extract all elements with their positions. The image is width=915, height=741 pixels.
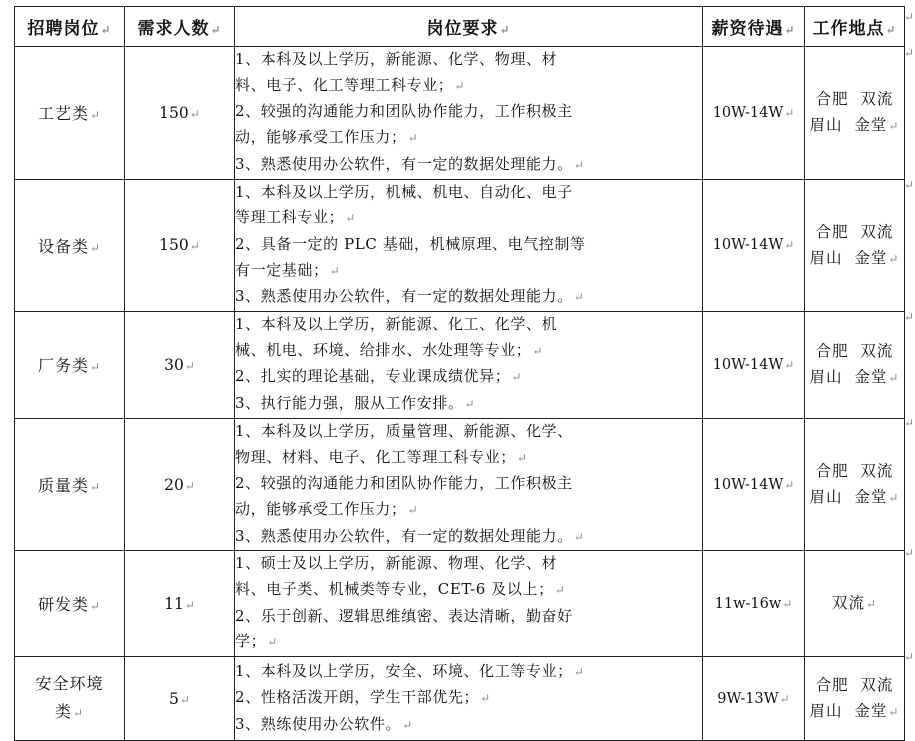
paragraph-mark: ↵ <box>72 706 85 721</box>
requirement-text: 1、本科及以上学历，新能源、化学、物理、材 <box>235 50 558 68</box>
position-cell <box>15 551 125 657</box>
table-row <box>15 418 905 551</box>
row-end-mark: ↵ <box>904 650 915 664</box>
location-cell <box>805 47 905 180</box>
paragraph-mark: ↵ <box>179 692 190 707</box>
position-name: 工艺类 <box>37 104 89 124</box>
location-text: 双流 <box>831 594 865 613</box>
requirement-line <box>235 152 702 179</box>
header-requirements: 岗位要求↵ <box>235 7 703 47</box>
requirement-line <box>235 685 702 712</box>
requirement-text: 2、较强的沟通能力和团队协作能力，工作积极主 <box>235 102 573 121</box>
paragraph-mark: ↵ <box>480 691 491 706</box>
paragraph-mark: ↵ <box>464 397 476 412</box>
requirement-text: 3、熟练使用办公软件。 <box>235 715 402 734</box>
paragraph-mark: ↵ <box>573 290 585 305</box>
paragraph-mark: ↵ <box>784 357 795 372</box>
paragraph-mark: ↵ <box>184 597 195 612</box>
requirement-text: 2、扎实的理论基础，专业课成绩优异； <box>235 367 511 386</box>
requirement-text: 3、熟悉使用办公软件，有一定的数据处理能力。 <box>235 154 573 173</box>
requirement-line <box>235 524 702 551</box>
paragraph-mark: ↵ <box>407 131 419 146</box>
location-text: 合肥 双流 <box>815 222 894 241</box>
requirement-text: 3、熟悉使用办公软件，有一定的数据处理能力。 <box>235 287 573 306</box>
paragraph-mark: ↵ <box>554 583 566 598</box>
requirement-text: 学； <box>235 632 267 651</box>
paragraph-mark: ↵ <box>89 599 102 614</box>
requirement-line <box>235 125 702 152</box>
table-row <box>15 47 905 180</box>
paragraph-mark: ↵ <box>89 240 102 255</box>
requirement-line <box>235 391 702 418</box>
paragraph-mark: ↵ <box>532 343 544 358</box>
salary-value: 9W-13W <box>717 690 779 707</box>
count-value: 20 <box>164 475 184 494</box>
location-line <box>805 364 904 391</box>
salary-value: 10W-14W <box>712 476 784 493</box>
location-line <box>805 86 904 112</box>
salary-cell <box>703 47 805 180</box>
requirement-text: 有一定基础； <box>235 260 329 279</box>
paragraph-mark: ↵ <box>184 478 195 493</box>
requirement-line <box>235 180 702 206</box>
salary-cell <box>703 657 805 741</box>
paragraph-mark: ↵ <box>888 705 900 720</box>
salary-value: 10W-14W <box>712 104 784 121</box>
paragraph-mark: ↵ <box>267 635 278 650</box>
position-name: 质量类 <box>37 476 89 496</box>
count-cell <box>125 312 235 419</box>
requirement-line <box>235 712 702 739</box>
location-text: 合肥 双流 <box>815 90 894 109</box>
paragraph-mark: ↵ <box>184 358 195 373</box>
paragraph-mark: ↵ <box>511 370 523 385</box>
paragraph-mark: ↵ <box>189 239 200 254</box>
requirement-text: 械、机电、环境、给排水、水处理等专业； <box>235 340 532 359</box>
position-name: 设备类 <box>37 236 89 256</box>
paragraph-mark: ↵ <box>89 480 102 495</box>
location-cell <box>805 657 905 741</box>
count-value: 11 <box>164 594 184 613</box>
salary-cell <box>703 551 805 657</box>
paragraph-mark: ↵ <box>865 597 878 612</box>
paragraph-mark: ↵ <box>573 664 585 679</box>
location-line <box>805 245 904 272</box>
location-line <box>805 484 904 511</box>
requirement-text: 料、电子类、机械类等专业，CET-6 及以上； <box>235 580 554 599</box>
requirement-line <box>235 577 702 604</box>
position-name: 厂务类 <box>37 356 89 376</box>
count-cell <box>125 418 235 551</box>
salary-cell <box>703 418 805 551</box>
requirement-line <box>235 419 702 445</box>
salary-cell <box>703 179 805 312</box>
paragraph-mark: ↵ <box>784 105 795 120</box>
requirement-text: 2、乐于创新、逻辑思维缜密、表达清晰，勤奋好 <box>235 606 573 625</box>
location-cell <box>805 418 905 551</box>
table-row <box>15 312 905 419</box>
requirement-line <box>235 284 702 311</box>
paragraph-mark: ↵ <box>89 360 102 375</box>
row-end-mark: ↵ <box>904 10 915 24</box>
requirements-cell <box>235 312 703 419</box>
requirement-line <box>235 445 702 472</box>
requirement-line <box>235 205 702 232</box>
paragraph-mark: ↵ <box>89 108 102 123</box>
requirement-line <box>235 338 702 365</box>
count-cell <box>125 47 235 180</box>
salary-cell <box>703 312 805 419</box>
paragraph-mark: ↵ <box>454 78 466 93</box>
header-location: 工作地点↵ <box>805 7 905 47</box>
location-cell <box>805 179 905 312</box>
position-cell <box>15 312 125 419</box>
position-name: 研发类 <box>37 595 89 615</box>
position-cell <box>15 657 125 741</box>
requirements-cell <box>235 657 703 741</box>
paragraph-mark: ↵ <box>888 119 900 134</box>
table-row <box>15 179 905 312</box>
paragraph-mark: ↵ <box>782 596 793 611</box>
paragraph-mark: ↵ <box>189 106 200 121</box>
requirement-line <box>235 659 702 686</box>
requirement-text: 3、熟悉使用办公软件，有一定的数据处理能力。 <box>235 526 573 545</box>
requirement-line <box>235 312 702 338</box>
table-row <box>15 551 905 657</box>
location-text: 眉山 金堂 <box>809 368 888 387</box>
count-value: 150 <box>159 236 189 255</box>
header-count: 需求人数↵ <box>125 7 235 47</box>
requirement-text: 2、具备一定的 PLC 基础，机械原理、电气控制等 <box>235 234 586 253</box>
position-cell <box>15 179 125 312</box>
requirement-text: 动，能够承受工作压力； <box>235 128 407 147</box>
requirement-text: 物理、材料、电子、化工等理工科专业； <box>235 447 516 466</box>
location-cell <box>805 551 905 657</box>
location-text: 眉山 金堂 <box>809 248 888 267</box>
location-line <box>805 112 904 139</box>
count-cell <box>125 179 235 312</box>
location-text: 眉山 金堂 <box>809 702 888 721</box>
header-row <box>15 7 905 47</box>
location-line <box>805 458 904 484</box>
paragraph-mark: ↵ <box>784 477 795 492</box>
paragraph-mark: ↵ <box>345 211 356 226</box>
count-value: 30 <box>164 355 184 374</box>
count-value: 5 <box>169 689 179 708</box>
requirement-text: 1、本科及以上学历，新能源、化工、化学、机 <box>235 315 558 334</box>
paragraph-mark: ↵ <box>402 718 413 733</box>
requirements-cell <box>235 179 703 312</box>
location-line <box>805 590 904 617</box>
requirements-cell <box>235 551 703 657</box>
paragraph-mark: ↵ <box>888 251 900 266</box>
location-cell <box>805 312 905 419</box>
requirements-cell <box>235 418 703 551</box>
requirement-line <box>235 551 702 577</box>
requirement-text: 1、硕士及以上学历，新能源、物理、化学、材 <box>235 554 558 573</box>
requirements-cell <box>235 47 703 180</box>
location-line <box>805 672 904 698</box>
salary-value: 10W-14W <box>712 237 784 254</box>
row-end-mark: ↵ <box>904 178 915 192</box>
count-value: 150 <box>159 103 189 122</box>
location-text: 眉山 金堂 <box>809 488 888 507</box>
header-salary: 薪资待遇↵ <box>703 7 805 47</box>
requirement-line <box>235 364 702 391</box>
requirement-line <box>235 99 702 125</box>
salary-value: 10W-14W <box>712 356 784 373</box>
paragraph-mark: ↵ <box>573 157 585 172</box>
requirement-text: 1、本科及以上学历，安全、环境、化工等专业； <box>235 661 573 680</box>
requirement-line <box>235 604 702 630</box>
requirement-line <box>235 497 702 524</box>
row-end-mark: ↵ <box>904 416 915 430</box>
requirement-text: 动，能够承受工作压力； <box>235 499 407 518</box>
paragraph-mark: ↵ <box>784 238 795 253</box>
requirement-text: 1、本科及以上学历，质量管理、新能源、化学、 <box>235 421 573 440</box>
requirement-line <box>235 629 702 656</box>
requirement-text: 1、本科及以上学历，机械、机电、自动化、电子 <box>235 182 573 201</box>
row-end-mark: ↵ <box>904 546 915 560</box>
requirement-text: 2、较强的沟通能力和团队协作能力，工作积极主 <box>235 474 573 493</box>
paragraph-mark: ↵ <box>407 502 419 517</box>
location-text: 眉山 金堂 <box>809 116 888 135</box>
paragraph-mark: ↵ <box>329 263 341 278</box>
requirement-text: 料、电子、化工等理工科专业； <box>235 75 454 94</box>
location-line <box>805 338 904 364</box>
row-end-mark: ↵ <box>904 310 915 324</box>
paragraph-mark: ↵ <box>516 450 528 465</box>
requirement-text: 3、执行能力强，服从工作安排。 <box>235 394 464 413</box>
requirement-line <box>235 47 702 73</box>
paragraph-mark: ↵ <box>779 691 790 706</box>
location-text: 合肥 双流 <box>815 462 894 481</box>
count-cell <box>125 551 235 657</box>
paragraph-mark: ↵ <box>573 529 585 544</box>
requirement-text: 等理工科专业； <box>235 208 345 227</box>
requirement-line <box>235 471 702 497</box>
header-position: 招聘岗位↵ <box>15 7 125 47</box>
paragraph-mark: ↵ <box>888 491 900 506</box>
requirement-text: 2、性格活泼开朗，学生干部优先； <box>235 688 480 707</box>
table-row <box>15 657 905 741</box>
requirement-line <box>235 232 702 258</box>
recruitment-table <box>14 6 905 741</box>
count-cell <box>125 657 235 741</box>
row-end-mark: ↵ <box>904 46 915 60</box>
paragraph-mark: ↵ <box>888 371 900 386</box>
location-line <box>805 219 904 245</box>
position-cell <box>15 418 125 551</box>
salary-value: 11w-16w <box>714 595 782 612</box>
requirement-line <box>235 73 702 100</box>
requirement-line <box>235 258 702 285</box>
location-text: 合肥 双流 <box>815 342 894 361</box>
position-cell <box>15 47 125 180</box>
position-name: 安全环境类 <box>35 674 104 722</box>
location-text: 合肥 双流 <box>815 676 894 695</box>
location-line <box>805 698 904 725</box>
paragraph-marks-column <box>904 0 915 727</box>
